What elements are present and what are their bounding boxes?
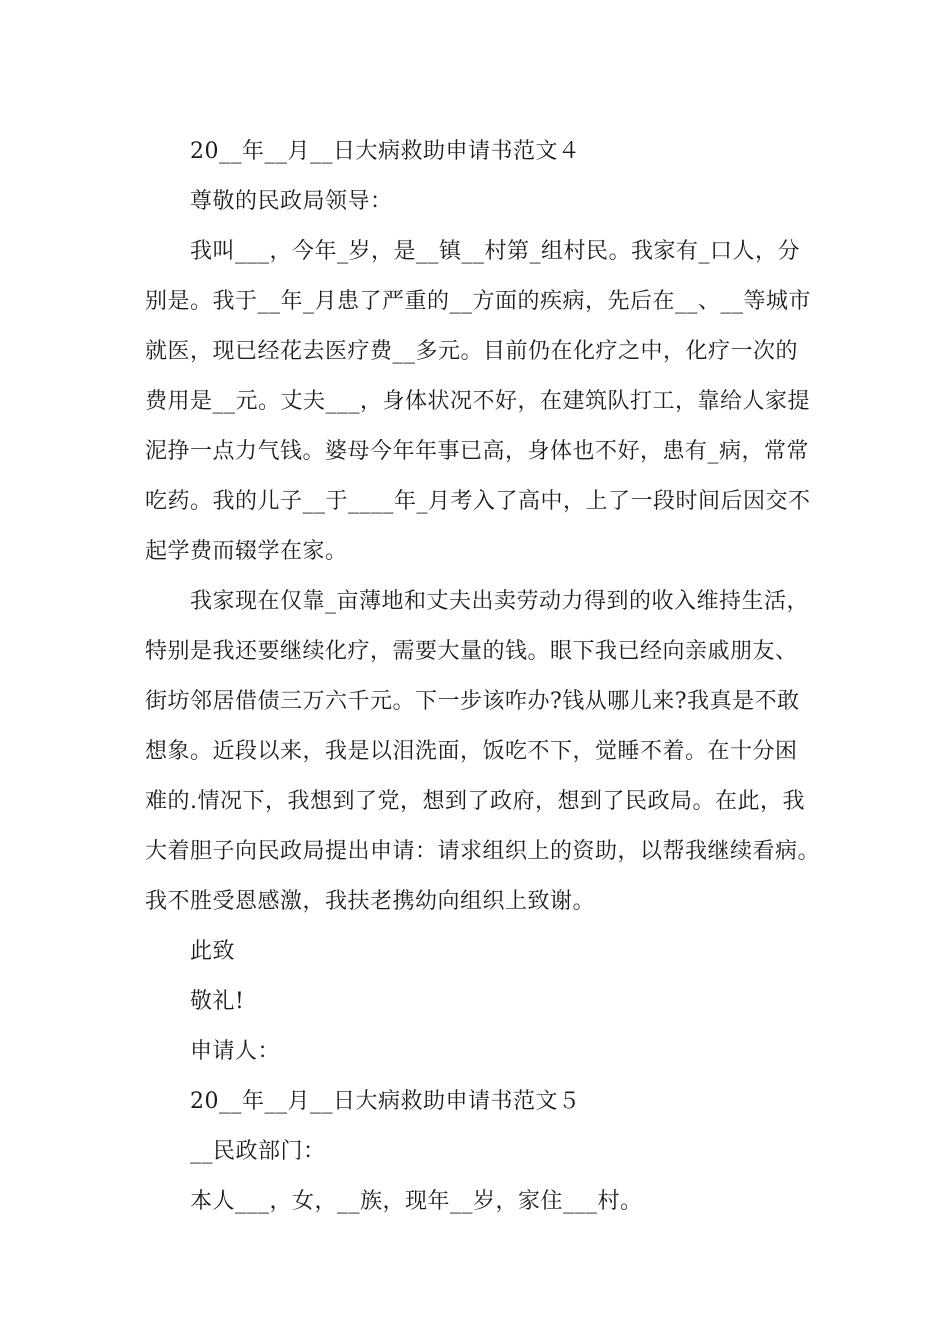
- salutation: __民政部门：: [190, 1139, 326, 1164]
- paragraph-line: 别是。我于__年_月患了严重的__方面的疾病，先后在__、__等城市: [145, 289, 812, 314]
- paragraph-line: 我叫___，今年_岁，是__镇__村第_组村民。我家有_口人，分: [190, 239, 801, 264]
- paragraph-line: 大着胆子向民政局提出申请：请求组织上的资助，以帮我继续看病。: [145, 839, 821, 864]
- paragraph-line: 起学费而辍学在家。: [145, 539, 348, 564]
- paragraph-line: 特别是我还要继续化疗，需要大量的钱。眼下我已经向亲戚朋友、: [145, 639, 798, 664]
- paragraph-line: 想象。近段以来，我是以泪洗面，饭吃不下，觉睡不着。在十分困: [145, 739, 798, 764]
- paragraph-line: 就医，现已经花去医疗费__多元。目前仍在化疗之中，化疗一次的: [145, 339, 799, 364]
- section-title-4: 20__年__月__日大病救助申请书范文４: [190, 139, 581, 164]
- paragraph-line: 我不胜受恩感激，我扶老携幼向组织上致谢。: [145, 889, 596, 914]
- paragraph-line: 难的.情况下，我想到了党，想到了政府，想到了民政局。在此，我: [145, 789, 805, 814]
- paragraph-line: 吃药。我的儿子__于____年_月考入了高中，上了一段时间后因交不: [145, 489, 811, 514]
- salutation: 尊敬的民政局领导：: [190, 189, 393, 214]
- paragraph-line: 泥挣一点力气钱。婆母今年年事已高，身体也不好，患有_病，常常: [145, 439, 810, 464]
- closing-line: 此致: [190, 939, 236, 964]
- section-title-5: 20__年__月__日大病救助申请书范文５: [190, 1089, 581, 1114]
- paragraph-line: 费用是__元。丈夫___，身体状况不好，在建筑队打工，靠给人家提: [145, 389, 811, 414]
- applicant-line: 申请人：: [190, 1039, 281, 1064]
- paragraph-line: 我家现在仅靠_亩薄地和丈夫出卖劳动力得到的收入维持生活，: [190, 589, 810, 614]
- paragraph-line: 本人___，女，__族，现年__岁，家住___村。: [190, 1189, 643, 1214]
- paragraph-line: 街坊邻居借债三万六千元。下一步该咋办?钱从哪儿来?我真是不敢: [145, 689, 800, 714]
- closing-line: 敬礼!: [190, 989, 245, 1014]
